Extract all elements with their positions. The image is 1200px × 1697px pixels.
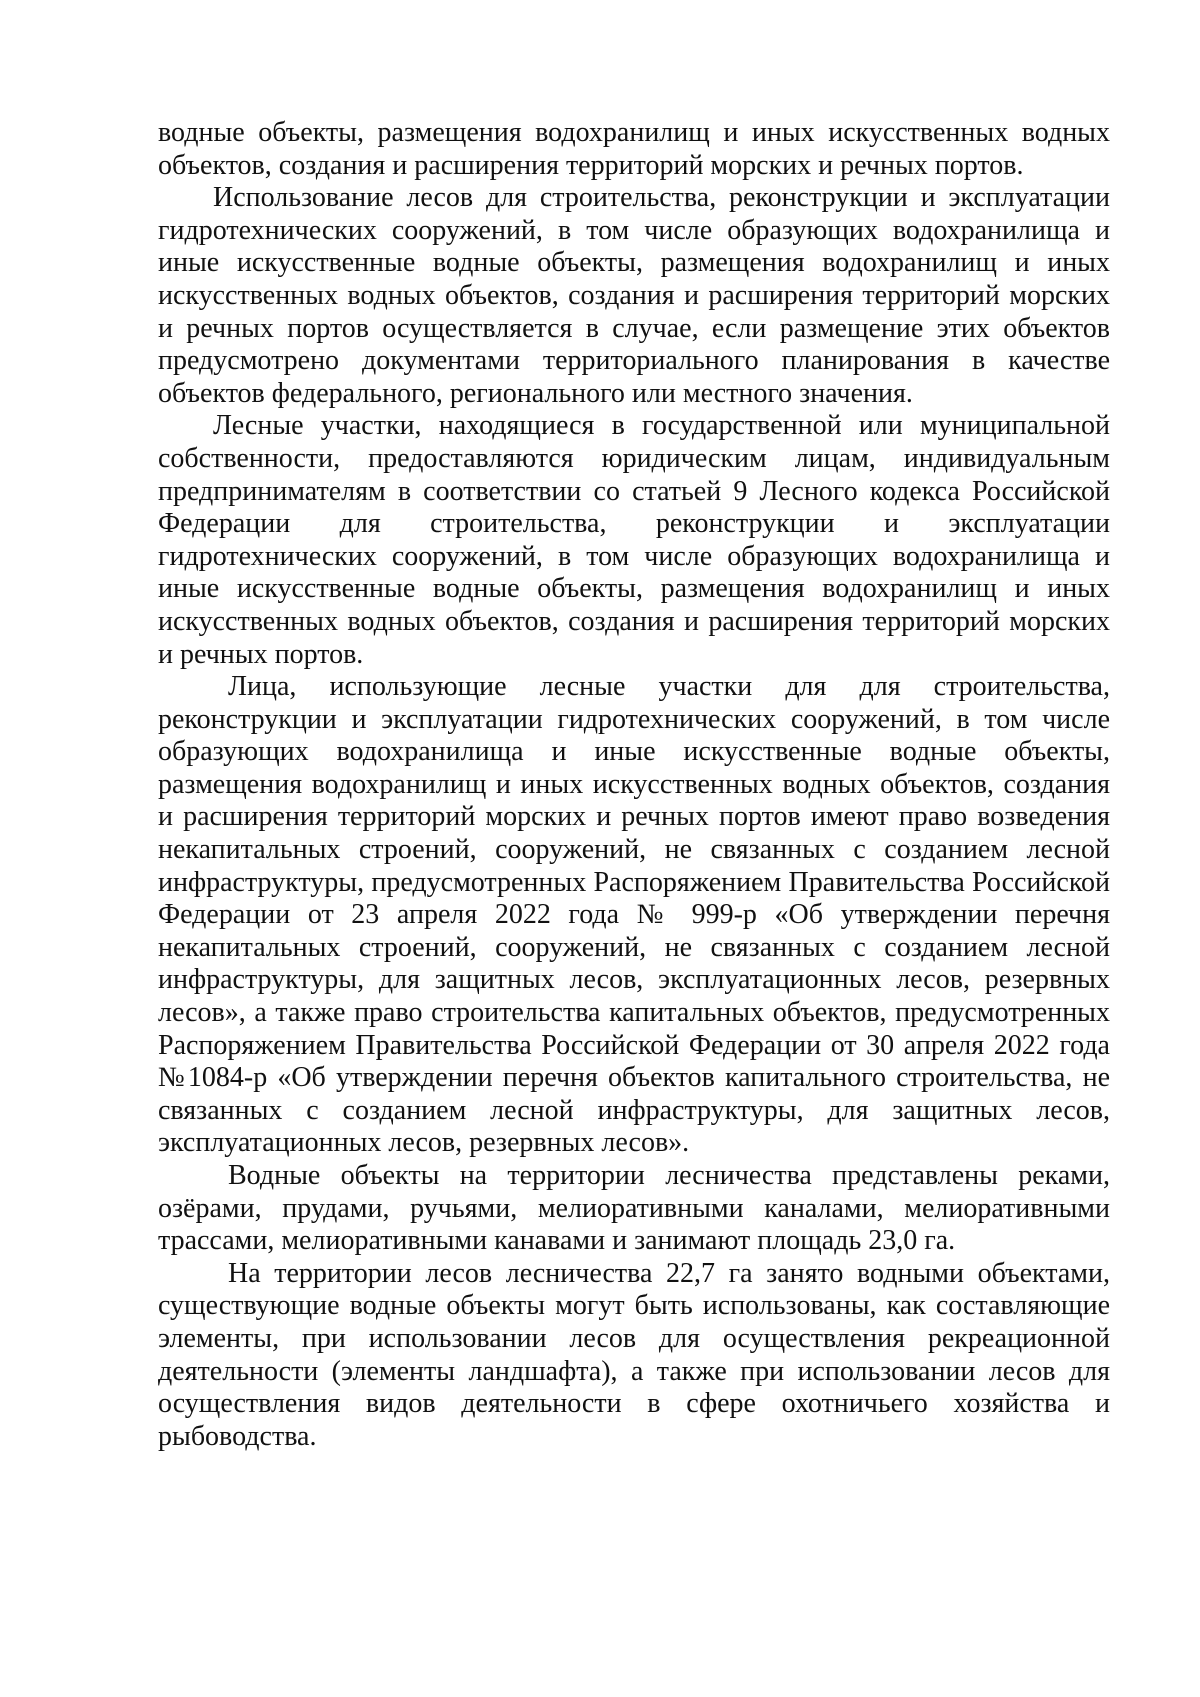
paragraph-continuation: водные объекты, размещения водохранилищ и иных искусственных водных объектов, создания и расширения территорий морских и речных портов. [158,117,1110,181]
paragraph-forest-use: Использование лесов для строительства, реконструкции и эксплуатации гидротехнических сооружений, в том числе образующих водохранилища и иные искусственные водные объекты, размещения водохранилищ и иных искусственных водных объектов, создания и расширения территорий морских и речных портов осуществляется в случае, если размещение этих объектов предусмотрено документами территориального планирования в качестве объектов федерального, регионального или местного значения. [158,182,1110,409]
document-body [158,117,1110,1453]
paragraph-persons-rights: Лица, использующие лесные участки для для строительства, реконструкции и эксплуатации гидротехнических сооружений, в том числе образующих водохранилища и иные искусственные водные объекты, размещения водохранилищ и иных искусственных водных объектов, создания и расширения территорий морских и речных портов имеют право возведения некапитальных строений, сооружений, не связанных с созданием лесной инфраструктуры, предусмотренных Распоряжением Правительства Российской Федерации от 23 апреля 2022 года № 999-р «Об утверждении перечня некапитальных строений, сооружений, не связанных с созданием лесной инфраструктуры, для защитных лесов, эксплуатационных лесов, резервных лесов», а также право строительства капитальных объектов, предусмотренных Распоряжением Правительства Российской Федерации от 30 апреля 2022 года №1084-р «Об утверждении перечня объектов капитального строительства, не связанных с созданием лесной инфраструктуры, для защитных лесов, эксплуатационных лесов, резервных лесов». [158,671,1110,1159]
paragraph-water-objects: Водные объекты на территории лесничества представлены реками, озёрами, прудами, ручьями, мелиоративными каналами, мелиоративными трассами, мелиоративными канавами и занимают площадь 23,0 га. [158,1160,1110,1257]
paragraph-forest-plots: Лесные участки, находящиеся в государственной или муниципальной собственности, предоставляются юридическим лицам, индивидуальным предпринимателям в соответствии со статьей 9 Лесного кодекса Российской Федерации для строительства, реконструкции и эксплуатации гидротехнических сооружений, в том числе образующих водохранилища и иные искусственные водные объекты, размещения водохранилищ и иных искусственных водных объектов, создания и расширения территорий морских и речных портов. [158,410,1110,670]
paragraph-water-area: На территории лесов лесничества 22,7 га занято водными объектами, существующие водные объекты могут быть использованы, как составляющие элементы, при использовании лесов для осуществления рекреационной деятельности (элементы ландшафта), а также при использовании лесов для осуществления видов деятельности в сфере охотничьего хозяйства и рыбоводства. [158,1257,1110,1452]
